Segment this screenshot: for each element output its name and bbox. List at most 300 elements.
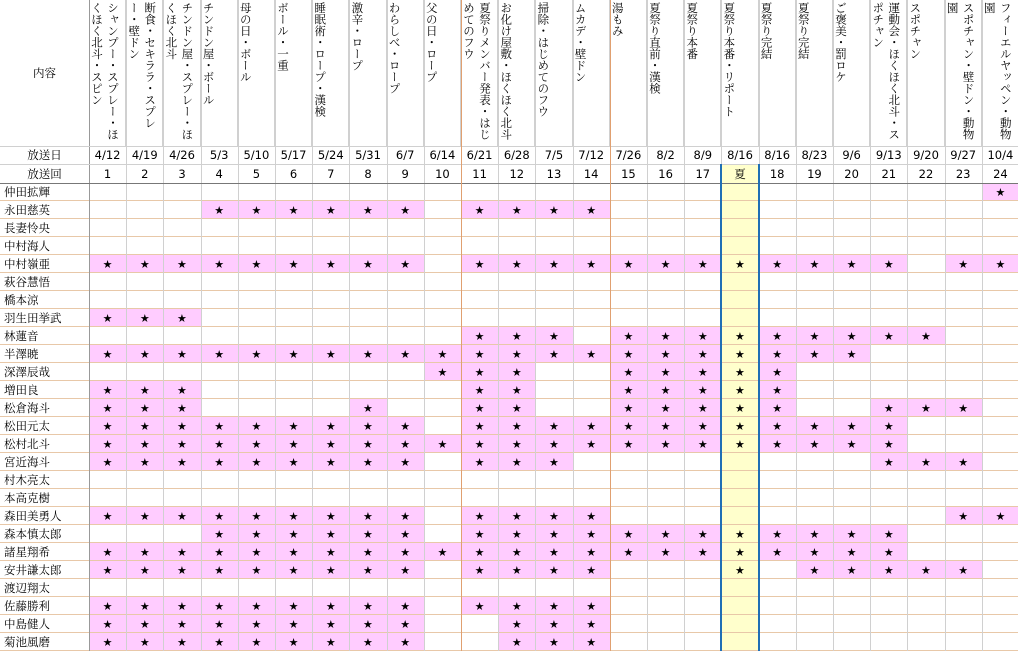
- attendance-star: ★: [312, 435, 349, 453]
- attendance-cell: [275, 183, 312, 201]
- air-date-header-label: 放送日: [27, 148, 62, 162]
- attendance-cell: [387, 363, 424, 381]
- attendance-cell: [721, 453, 758, 471]
- attendance-cell: [907, 291, 944, 309]
- attendance-star: ★: [945, 561, 982, 579]
- member-name: 半澤暁: [4, 347, 39, 361]
- attendance-star: ★: [573, 255, 610, 273]
- attendance-cell: [387, 327, 424, 345]
- attendance-star: ★: [833, 525, 870, 543]
- grid-line: [907, 0, 908, 651]
- attendance-cell: [945, 579, 982, 597]
- attendance-cell: [201, 381, 238, 399]
- attendance-cell: [201, 363, 238, 381]
- attendance-star: ★: [498, 453, 535, 471]
- attendance-cell: [573, 237, 610, 255]
- attendance-cell: [721, 471, 758, 489]
- grid-line: [89, 0, 90, 651]
- attendance-star: ★: [126, 417, 163, 435]
- attendance-star: ★: [610, 345, 647, 363]
- attendance-star: ★: [796, 417, 833, 435]
- attendance-cell: [907, 219, 944, 237]
- attendance-cell: [573, 327, 610, 345]
- attendance-cell: [424, 633, 461, 651]
- attendance-cell: [647, 183, 684, 201]
- attendance-cell: [833, 291, 870, 309]
- attendance-cell: [163, 471, 200, 489]
- attendance-star: ★: [89, 399, 126, 417]
- attendance-cell: [610, 201, 647, 219]
- attendance-star: ★: [89, 435, 126, 453]
- attendance-cell: [870, 309, 907, 327]
- attendance-cell: [907, 597, 944, 615]
- attendance-cell: [982, 273, 1018, 291]
- attendance-cell: [907, 615, 944, 633]
- attendance-cell: [796, 237, 833, 255]
- grid-line: [163, 0, 164, 651]
- attendance-star: ★: [424, 345, 461, 363]
- attendance-cell: [424, 309, 461, 327]
- attendance-star: ★: [387, 597, 424, 615]
- attendance-cell: [275, 579, 312, 597]
- member-name: 増田良: [4, 383, 39, 397]
- attendance-star: ★: [201, 453, 238, 471]
- attendance-star: ★: [982, 255, 1018, 273]
- attendance-star: ★: [275, 615, 312, 633]
- attendance-cell: [721, 615, 758, 633]
- attendance-star: ★: [721, 561, 758, 579]
- special-column-border: [758, 164, 760, 651]
- attendance-star: ★: [201, 525, 238, 543]
- attendance-cell: [647, 453, 684, 471]
- attendance-cell: [89, 327, 126, 345]
- attendance-cell: [907, 381, 944, 399]
- attendance-star: ★: [461, 435, 498, 453]
- attendance-star: ★: [201, 201, 238, 219]
- attendance-cell: [535, 471, 572, 489]
- attendance-star: ★: [275, 453, 312, 471]
- attendance-star: ★: [833, 327, 870, 345]
- attendance-cell: [163, 525, 200, 543]
- attendance-cell: [349, 381, 386, 399]
- attendance-star: ★: [461, 345, 498, 363]
- episode-cell: 5: [252, 166, 261, 181]
- attendance-cell: [498, 309, 535, 327]
- grid-line: [312, 0, 313, 651]
- column-header: [833, 0, 870, 146]
- attendance-star: ★: [238, 417, 275, 435]
- attendance-cell: [387, 237, 424, 255]
- attendance-star: ★: [201, 633, 238, 651]
- attendance-cell: [387, 381, 424, 399]
- attendance-star: ★: [238, 615, 275, 633]
- attendance-star: ★: [163, 453, 200, 471]
- attendance-cell: [201, 237, 238, 255]
- attendance-cell: [424, 561, 461, 579]
- attendance-star: ★: [870, 453, 907, 471]
- attendance-cell: [684, 597, 721, 615]
- column-header: [721, 0, 758, 146]
- attendance-cell: [126, 291, 163, 309]
- attendance-cell: [610, 219, 647, 237]
- column-header: [424, 0, 461, 146]
- attendance-cell: [498, 183, 535, 201]
- column-content-label: 激辛・ロープ: [350, 2, 365, 71]
- attendance-star: ★: [573, 633, 610, 651]
- attendance-cell: [573, 381, 610, 399]
- attendance-cell: [461, 471, 498, 489]
- attendance-star: ★: [349, 597, 386, 615]
- attendance-cell: [684, 633, 721, 651]
- attendance-cell: [796, 201, 833, 219]
- member-name: 中村嶺亜: [4, 257, 50, 271]
- attendance-cell: [238, 219, 275, 237]
- attendance-cell: [535, 219, 572, 237]
- attendance-star: ★: [759, 435, 796, 453]
- attendance-cell: [535, 291, 572, 309]
- attendance-star: ★: [610, 255, 647, 273]
- attendance-star: ★: [535, 255, 572, 273]
- attendance-cell: [945, 489, 982, 507]
- attendance-cell: [759, 579, 796, 597]
- attendance-cell: [238, 399, 275, 417]
- attendance-cell: [833, 363, 870, 381]
- column-header: [759, 0, 796, 146]
- row-rule: [0, 650, 1018, 651]
- attendance-cell: [945, 633, 982, 651]
- attendance-cell: [796, 399, 833, 417]
- air-date-cell: 8/16: [727, 148, 753, 162]
- attendance-star: ★: [982, 183, 1018, 201]
- attendance-cell: [759, 561, 796, 579]
- attendance-star: ★: [387, 543, 424, 561]
- attendance-cell: [684, 291, 721, 309]
- attendance-star: ★: [610, 327, 647, 345]
- attendance-star: ★: [647, 363, 684, 381]
- attendance-star: ★: [498, 201, 535, 219]
- attendance-cell: [89, 291, 126, 309]
- attendance-cell: [126, 579, 163, 597]
- member-name: 森田美勇人: [4, 509, 62, 523]
- attendance-cell: [275, 327, 312, 345]
- attendance-star: ★: [796, 327, 833, 345]
- attendance-cell: [982, 381, 1018, 399]
- group-separator: [610, 0, 611, 651]
- air-date-cell: 4/12: [94, 148, 121, 162]
- attendance-cell: [721, 579, 758, 597]
- attendance-cell: [945, 597, 982, 615]
- attendance-cell: [498, 219, 535, 237]
- attendance-star: ★: [870, 327, 907, 345]
- attendance-cell: [684, 273, 721, 291]
- member-name: 宮近海斗: [4, 455, 50, 469]
- attendance-cell: [833, 633, 870, 651]
- attendance-star: ★: [498, 381, 535, 399]
- attendance-cell: [870, 579, 907, 597]
- attendance-cell: [759, 273, 796, 291]
- attendance-cell: [610, 597, 647, 615]
- attendance-cell: [982, 633, 1018, 651]
- attendance-star: ★: [498, 255, 535, 273]
- attendance-cell: [163, 237, 200, 255]
- episode-cell: 夏: [721, 164, 758, 183]
- attendance-cell: [238, 273, 275, 291]
- attendance-star: ★: [684, 399, 721, 417]
- attendance-cell: [126, 327, 163, 345]
- attendance-cell: [312, 489, 349, 507]
- attendance-cell: [201, 273, 238, 291]
- column-header: [907, 0, 944, 146]
- episode-cell: 18: [769, 166, 785, 181]
- attendance-star: ★: [424, 363, 461, 381]
- grid-line: [573, 0, 574, 651]
- attendance-cell: [982, 561, 1018, 579]
- attendance-cell: [870, 201, 907, 219]
- attendance-cell: [312, 291, 349, 309]
- attendance-cell: [498, 471, 535, 489]
- attendance-cell: [573, 273, 610, 291]
- attendance-star: ★: [89, 543, 126, 561]
- attendance-star: ★: [870, 525, 907, 543]
- column-header: [498, 0, 535, 146]
- attendance-cell: [759, 237, 796, 255]
- attendance-star: ★: [238, 255, 275, 273]
- attendance-cell: [907, 345, 944, 363]
- attendance-star: ★: [498, 543, 535, 561]
- attendance-star: ★: [461, 201, 498, 219]
- attendance-cell: [796, 597, 833, 615]
- attendance-cell: [275, 471, 312, 489]
- attendance-star: ★: [796, 345, 833, 363]
- grid-line: [238, 0, 239, 651]
- attendance-cell: [573, 363, 610, 381]
- attendance-star: ★: [870, 435, 907, 453]
- attendance-star: ★: [89, 597, 126, 615]
- attendance-star: ★: [163, 597, 200, 615]
- attendance-cell: [498, 579, 535, 597]
- header-rule: [0, 183, 1018, 184]
- attendance-star: ★: [721, 543, 758, 561]
- grid-line: [870, 0, 871, 651]
- attendance-cell: [238, 291, 275, 309]
- attendance-cell: [238, 363, 275, 381]
- column-content-label: 夏祭り完結: [759, 2, 774, 60]
- attendance-cell: [610, 615, 647, 633]
- member-name: 橋本涼: [4, 293, 39, 307]
- attendance-cell: [721, 633, 758, 651]
- column-content-label: 夏祭り完結: [796, 2, 811, 60]
- attendance-star: ★: [833, 345, 870, 363]
- member-name: 中島健人: [4, 617, 50, 631]
- attendance-star: ★: [498, 435, 535, 453]
- member-name: 羽生田挙武: [4, 311, 62, 325]
- episode-cell: 6: [289, 166, 298, 181]
- member-name: 森本慎太郎: [4, 527, 62, 541]
- grid-line: [684, 0, 685, 651]
- attendance-star: ★: [126, 255, 163, 273]
- attendance-cell: [684, 309, 721, 327]
- column-content-label: わらしべ・ロープ: [387, 2, 402, 94]
- attendance-cell: [89, 273, 126, 291]
- attendance-cell: [759, 291, 796, 309]
- attendance-star: ★: [275, 507, 312, 525]
- attendance-cell: [684, 453, 721, 471]
- attendance-star: ★: [610, 381, 647, 399]
- attendance-cell: [126, 525, 163, 543]
- attendance-cell: [163, 273, 200, 291]
- attendance-cell: [721, 273, 758, 291]
- attendance-cell: [349, 489, 386, 507]
- attendance-star: ★: [833, 255, 870, 273]
- attendance-star: ★: [349, 525, 386, 543]
- attendance-cell: [721, 291, 758, 309]
- attendance-cell: [833, 273, 870, 291]
- attendance-cell: [89, 471, 126, 489]
- attendance-star: ★: [126, 561, 163, 579]
- attendance-cell: [498, 489, 535, 507]
- column-content-label: お化け屋敷・ほくほく北斗: [499, 2, 514, 140]
- episode-cell: 20: [844, 166, 859, 181]
- header-rule: [0, 164, 1018, 165]
- attendance-cell: [424, 507, 461, 525]
- attendance-star: ★: [89, 417, 126, 435]
- attendance-cell: [684, 201, 721, 219]
- attendance-cell: [312, 237, 349, 255]
- attendance-star: ★: [796, 525, 833, 543]
- air-date-cell: 7/26: [615, 148, 642, 162]
- column-content-label: 夏祭り本番・リポート: [722, 2, 737, 117]
- attendance-star: ★: [870, 399, 907, 417]
- attendance-star: ★: [759, 381, 796, 399]
- air-date-cell: 8/23: [801, 148, 828, 162]
- attendance-cell: [424, 255, 461, 273]
- attendance-cell: [684, 561, 721, 579]
- attendance-star: ★: [870, 543, 907, 561]
- attendance-cell: [721, 237, 758, 255]
- attendance-cell: [163, 201, 200, 219]
- attendance-cell: [833, 471, 870, 489]
- attendance-star: ★: [498, 561, 535, 579]
- attendance-cell: [721, 507, 758, 525]
- attendance-cell: [945, 219, 982, 237]
- attendance-cell: [610, 489, 647, 507]
- attendance-star: ★: [312, 597, 349, 615]
- attendance-cell: [833, 183, 870, 201]
- air-date-cell: 4/19: [131, 148, 158, 162]
- attendance-star: ★: [721, 345, 758, 363]
- attendance-cell: [424, 417, 461, 435]
- attendance-star: ★: [312, 255, 349, 273]
- air-date-cell: 5/24: [317, 148, 344, 162]
- attendance-cell: [796, 219, 833, 237]
- attendance-star: ★: [238, 453, 275, 471]
- attendance-cell: [647, 291, 684, 309]
- attendance-cell: [982, 309, 1018, 327]
- grid-line: [498, 0, 499, 651]
- attendance-star: ★: [275, 597, 312, 615]
- attendance-cell: [796, 291, 833, 309]
- column-header: [275, 0, 312, 146]
- column-header: [982, 0, 1018, 146]
- attendance-cell: [982, 291, 1018, 309]
- attendance-cell: [424, 525, 461, 543]
- attendance-star: ★: [349, 255, 386, 273]
- attendance-star: ★: [163, 561, 200, 579]
- attendance-cell: [349, 579, 386, 597]
- attendance-cell: [907, 255, 944, 273]
- column-content-label: 掃除・はじめてのフウ: [536, 2, 551, 117]
- attendance-star: ★: [89, 615, 126, 633]
- attendance-star: ★: [573, 615, 610, 633]
- attendance-cell: [684, 579, 721, 597]
- attendance-cell: [907, 363, 944, 381]
- attendance-star: ★: [535, 417, 572, 435]
- attendance-cell: [982, 435, 1018, 453]
- member-name: 諸星翔希: [4, 545, 50, 559]
- attendance-cell: [796, 183, 833, 201]
- attendance-cell: [424, 453, 461, 471]
- attendance-cell: [89, 237, 126, 255]
- attendance-star: ★: [126, 435, 163, 453]
- attendance-cell: [647, 489, 684, 507]
- attendance-star: ★: [573, 417, 610, 435]
- attendance-star: ★: [573, 525, 610, 543]
- attendance-cell: [907, 309, 944, 327]
- attendance-cell: [982, 399, 1018, 417]
- air-date-cell: 5/10: [243, 148, 270, 162]
- attendance-star: ★: [275, 345, 312, 363]
- attendance-cell: [759, 201, 796, 219]
- attendance-star: ★: [684, 381, 721, 399]
- attendance-cell: [238, 327, 275, 345]
- attendance-cell: [461, 237, 498, 255]
- attendance-cell: [349, 327, 386, 345]
- attendance-star: ★: [535, 525, 572, 543]
- attendance-star: ★: [647, 399, 684, 417]
- attendance-cell: [424, 273, 461, 291]
- attendance-cell: [461, 633, 498, 651]
- attendance-cell: [349, 219, 386, 237]
- attendance-star: ★: [498, 363, 535, 381]
- attendance-cell: [275, 381, 312, 399]
- attendance-star: ★: [89, 309, 126, 327]
- member-name: 長妻怜央: [4, 221, 50, 235]
- attendance-cell: [201, 471, 238, 489]
- attendance-star: ★: [275, 201, 312, 219]
- attendance-cell: [907, 183, 944, 201]
- attendance-cell: [647, 579, 684, 597]
- content-header-label: 内容: [33, 66, 56, 80]
- attendance-cell: [424, 291, 461, 309]
- air-date-cell: 7/5: [544, 148, 564, 162]
- attendance-star: ★: [684, 435, 721, 453]
- attendance-cell: [535, 183, 572, 201]
- grid-line: [945, 0, 946, 651]
- attendance-cell: [126, 471, 163, 489]
- attendance-cell: [870, 633, 907, 651]
- column-content-label: チンドン屋・ボール: [201, 2, 216, 106]
- attendance-star: ★: [461, 363, 498, 381]
- air-date-cell: 4/26: [169, 148, 195, 162]
- attendance-star: ★: [312, 507, 349, 525]
- attendance-star: ★: [126, 381, 163, 399]
- attendance-cell: [647, 201, 684, 219]
- attendance-cell: [982, 615, 1018, 633]
- attendance-cell: [684, 615, 721, 633]
- attendance-cell: [387, 309, 424, 327]
- attendance-star: ★: [238, 435, 275, 453]
- attendance-cell: [945, 471, 982, 489]
